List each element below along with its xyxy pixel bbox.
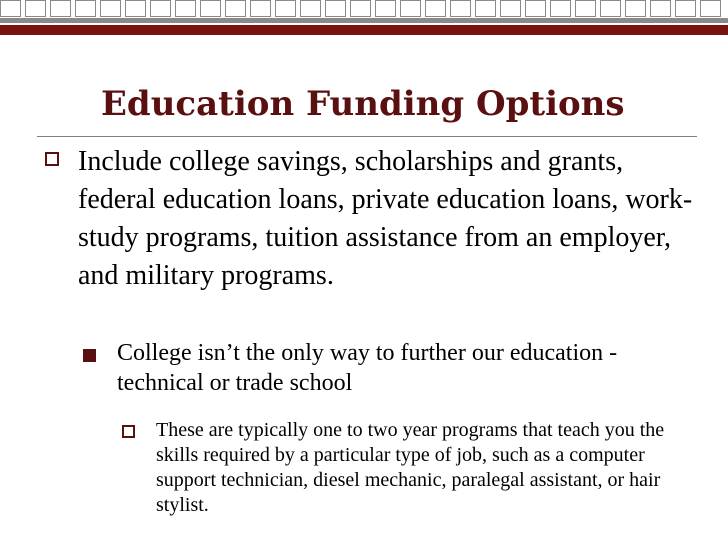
filled-square-bullet-icon (83, 349, 96, 362)
strip-square (625, 0, 646, 17)
strip-square (350, 0, 371, 17)
strip-square (0, 0, 21, 17)
strip-square (375, 0, 396, 17)
strip-square (175, 0, 196, 17)
strip-square (100, 0, 121, 17)
title-divider (37, 136, 697, 137)
strip-square (550, 0, 571, 17)
strip-square (250, 0, 271, 17)
strip-squares-row (0, 0, 728, 20)
strip-square (475, 0, 496, 17)
strip-square (500, 0, 521, 17)
strip-square (650, 0, 671, 17)
gray-bar (0, 18, 728, 23)
strip-square (450, 0, 471, 17)
strip-square (600, 0, 621, 17)
strip-square (75, 0, 96, 17)
strip-square (525, 0, 546, 17)
strip-square (425, 0, 446, 17)
strip-square (675, 0, 696, 17)
strip-square (400, 0, 421, 17)
strip-square (575, 0, 596, 17)
strip-square (700, 0, 721, 17)
strip-square (275, 0, 296, 17)
strip-square (125, 0, 146, 17)
strip-square (325, 0, 346, 17)
bullet-level-3: These are typically one to two year programs that teach you the skills required by a particular type of job, such as a computer support technician, diesel mechanic, paralegal assistant, or hair stylist. (156, 419, 665, 516)
hollow-square-bullet-icon (45, 152, 59, 166)
strip-square (50, 0, 71, 17)
strip-square (25, 0, 46, 17)
top-decorative-strip (0, 0, 728, 36)
maroon-bar (0, 25, 728, 35)
bullet-level-1: Include college savings, scholarships and grants, federal education loans, private education loans, work-study programs, tuition assistance from an employer, and military programs. (78, 146, 693, 291)
strip-square (150, 0, 171, 17)
strip-square (300, 0, 321, 17)
bullet-level-2: College isn’t the only way to further our education - technical or trade school (117, 340, 618, 396)
slide-title: Education Funding Options (101, 84, 625, 124)
strip-square (225, 0, 246, 17)
hollow-square-bullet-icon (122, 425, 135, 438)
strip-square (200, 0, 221, 17)
